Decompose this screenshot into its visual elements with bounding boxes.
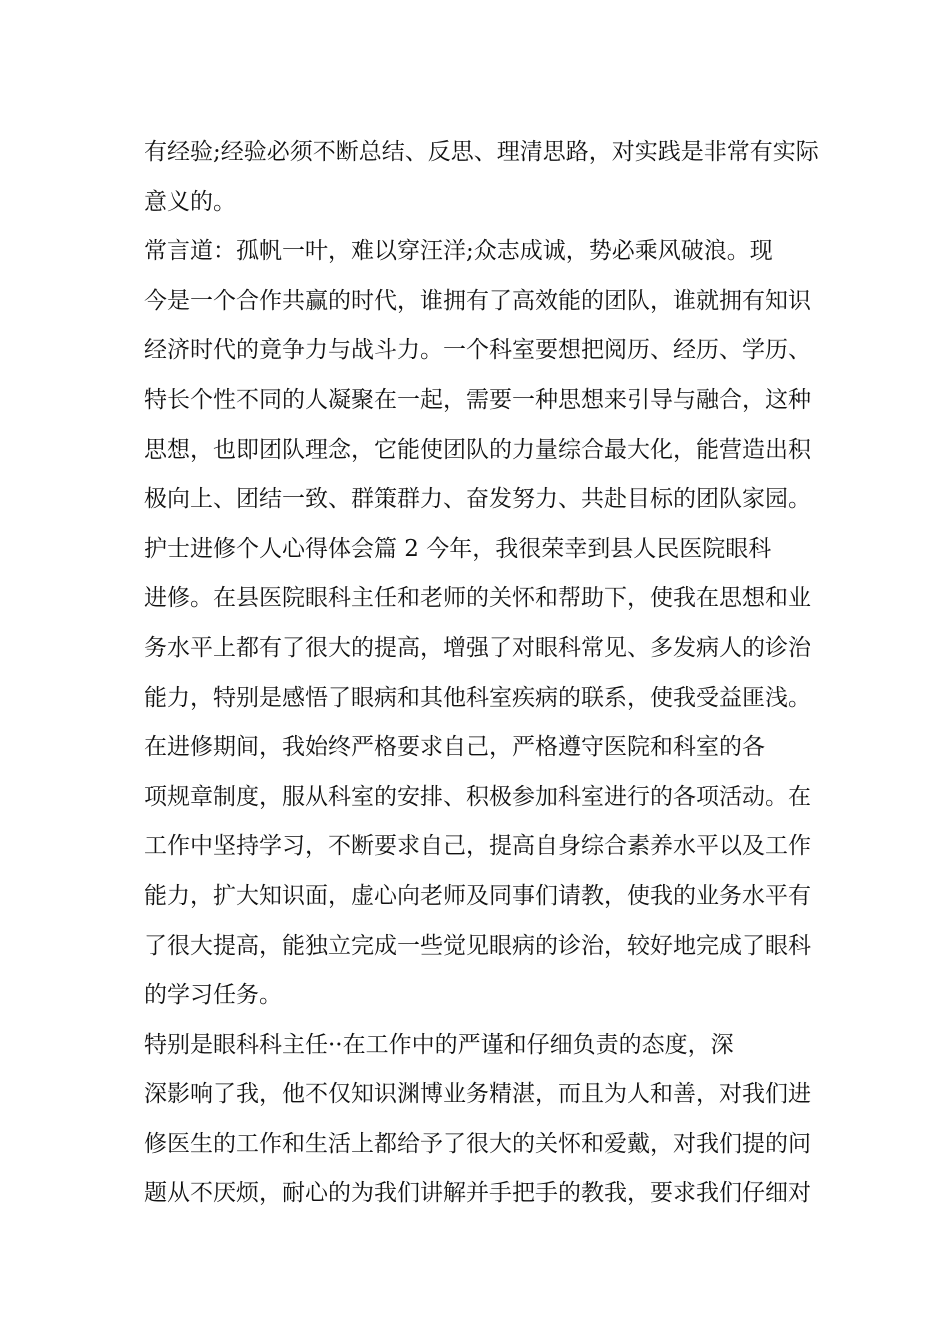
text-line: 在进修期间，我始终严格要求自己，严格遵守医院和科室的各 bbox=[144, 734, 765, 761]
text-line: 有经验;经验必须不断总结、反思、理清思路，对实践是非常有实际 bbox=[144, 139, 819, 165]
text-line: 了很大提高，能独立完成一些觉见眼病的诊治，较好地完成了眼科 bbox=[144, 932, 811, 959]
text-line: 能力，特别是感悟了眼病和其他科室疾病的联系，使我受益匪浅。 bbox=[144, 684, 811, 711]
text-line: 护士进修个人心得体会篇 2 今年，我很荣幸到县人民医院眼科 bbox=[144, 535, 772, 562]
body-text bbox=[144, 128, 824, 1219]
text-line: 极向上、团结一致、群策群力、奋发努力、共赴目标的团队家园。 bbox=[144, 486, 811, 513]
text-line: 常言道：孤帆一叶，难以穿汪洋;众志成诚，势必乘风破浪。现 bbox=[144, 238, 773, 265]
text-line: 经济时代的竟争力与战斗力。一个科室要想把阅历、经历、学历、 bbox=[144, 337, 811, 364]
text-line: 特别是眼科科主任··在工作中的严谨和仔细负责的态度，深 bbox=[144, 1031, 734, 1058]
text-line: 的学习任务。 bbox=[144, 982, 282, 1009]
text-line: 特长个性不同的人凝聚在一起，需要一种思想来引导与融合，这种 bbox=[144, 386, 811, 413]
text-line: 项规章制度，服从科室的安排、积极参加科室进行的各项活动。在 bbox=[144, 783, 811, 810]
text-line: 意义的。 bbox=[144, 188, 236, 215]
text-line: 今是一个合作共赢的时代，谁拥有了高效能的团队，谁就拥有知识 bbox=[144, 287, 811, 314]
text-line: 修医生的工作和生活上都给予了很大的关怀和爱戴，对我们提的问 bbox=[144, 1130, 811, 1157]
text-line: 深影响了我，他不仅知识渊博业务精湛，而且为人和善，对我们进 bbox=[144, 1081, 811, 1108]
text-line: 务水平上都有了很大的提高，增强了对眼科常见、多发病人的诊治 bbox=[144, 634, 811, 661]
text-line: 能力，扩大知识面，虚心向老师及同事们请教，使我的业务水平有 bbox=[144, 882, 811, 909]
text-line: 题从不厌烦，耐心的为我们讲解并手把手的教我，要求我们仔细对 bbox=[144, 1180, 811, 1207]
text-line: 进修。在县医院眼科主任和老师的关怀和帮助下，使我在思想和业 bbox=[144, 585, 811, 612]
text-line: 工作中坚持学习，不断要求自己，提高自身综合素养水平以及工作 bbox=[144, 833, 811, 860]
text-line: 思想，也即团队理念，它能使团队的力量综合最大化，能营造出积 bbox=[144, 436, 811, 463]
